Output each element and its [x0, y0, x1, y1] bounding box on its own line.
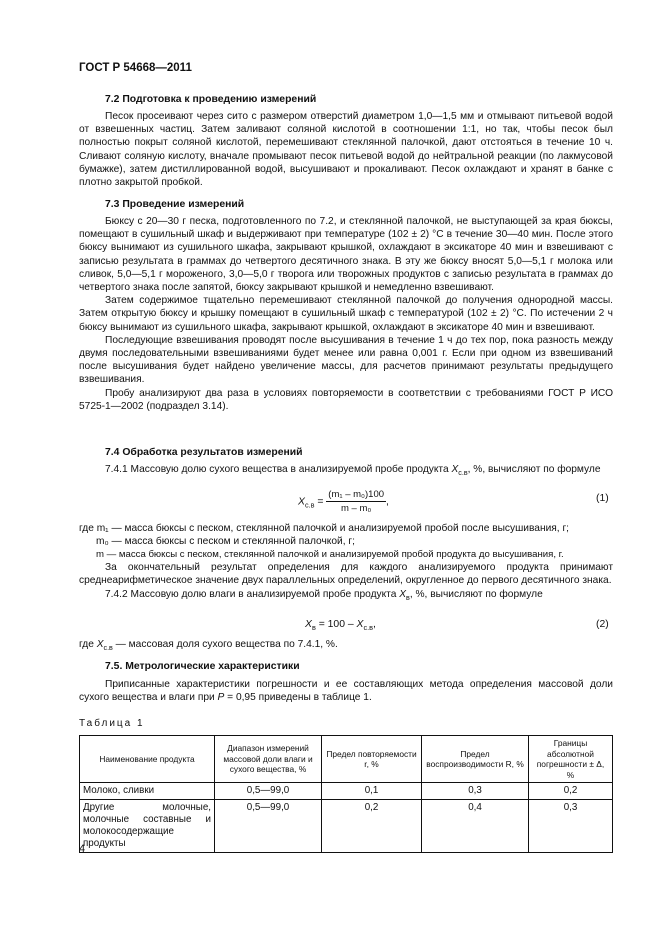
table-cell: 0,4 [422, 800, 529, 853]
formula-2-number: (2) [596, 619, 609, 630]
header-cell: Предел воспроизводимости R, % [422, 736, 529, 783]
paragraph: 7.4.2 Массовую долю влаги в анализируемой пробе продукта $X_в$, %, вычисляют по формуле [105, 589, 543, 603]
section-7-5-body [79, 678, 613, 704]
page-number: 4 [79, 843, 86, 855]
formula-1-number: (1) [596, 493, 609, 504]
section-7-2-title: 7.2 Подготовка к проведению измерений [105, 94, 317, 105]
document-code: ГОСТ Р 54668—2011 [79, 62, 192, 74]
table-cell: Другие молочные, молочные составные и молокосодержащие продукты [80, 800, 215, 853]
paragraph: 7.4.1 Массовую долю сухого вещества в анализируемой пробе продукта $X_{с.в}$, %, вычисляют по формуле [105, 464, 601, 478]
table-row [80, 783, 613, 800]
section-7-4-body [79, 561, 613, 606]
paragraph: Песок просеивают через сито с размером отверстий диаметром 1,0—1,5 мм и отмывают питьевой водой от взвешенных частиц. Затем заливают соляной кислотой в соотношении 1:1, но так, чтобы песок был полностью покрыт соляной кислотой, перемешивают стеклянной палочкой, дают отстояться в течение 10 ч. Сливают соляную кислоту, вначале промывают песок питьевой водой до нейтральной реакции (по лакмусовой бумажке), затем дистиллированной водой, высушивают и прокаливают. Песок охлаждают и хранят в банке с плотно закрытой пробкой. [79, 111, 613, 189]
header-cell: Границы абсолютной погрешности ± Δ, % [529, 736, 613, 783]
table-cell: 0,2 [322, 800, 422, 853]
table-cell: 0,5—99,0 [215, 800, 322, 853]
where-xsv: где $X_{с.в}$ — массовая доля сухого вещества по 7.4.1, %. [79, 639, 338, 653]
table-header-row [80, 736, 613, 783]
paragraph: Пробу анализируют два раза в условиях повторяемости в соответствии с требованиями ГОСТ Р ИСО 5725-1—2002 (подраздел 3.14). [79, 387, 613, 412]
table-row [80, 800, 613, 853]
formula-1-fraction: $\frac{\text{(m₁ – m₀)100}}{\text{m – m₀}}$ [328, 489, 385, 514]
table-cell: 0,2 [529, 783, 613, 800]
formula-2: $X_в = 100 - X_{с.в}$, [305, 619, 376, 633]
section-7-3-body [79, 215, 613, 413]
paragraph: За окончательный результат определения для каждого анализируемого продукта принимают среднеарифметическое значение двух параллельных определений, округленное до первого десятичного знака. [79, 562, 613, 587]
section-7-3-title: 7.3 Проведение измерений [105, 199, 245, 210]
where-m1: где m₁ — масса бюксы с песком, стеклянной палочкой и анализируемой пробой после высушивания, г; [79, 523, 569, 534]
table-cell: 0,3 [422, 783, 529, 800]
section-7-4-title: 7.4 Обработка результатов измерений [105, 447, 303, 458]
table-cell: 0,5—99,0 [215, 783, 322, 800]
where-m0: m₀ — масса бюксы с песком и стеклянной палочкой, г; [96, 536, 355, 547]
paragraph: Последующие взвешивания проводят после высушивания в течение 1 ч до тех пор, пока разность между двумя последовательными взвешиваниями будет менее или равна 0,001 г. Если при одном из взвешиваний после высушивания будет найдено увеличение массы, для расчетов принимают результаты предыдущего взвешивания. [79, 334, 613, 386]
section-7-5-title: 7.5. Метрологические характеристики [105, 661, 300, 672]
table-cell: 0,1 [322, 783, 422, 800]
section-7-2-body [79, 110, 613, 189]
header-cell: Предел повторяемости r, % [322, 736, 422, 783]
section-7-4-1-intro [79, 463, 613, 480]
formula-1: $X_{с.в}$ = $\frac{\text{(m₁ – m₀)100}}{\text{m – m₀}}$ , [298, 489, 389, 514]
paragraph: Бюксу с 20—30 г песка, подготовленного по 7.2, и стеклянной палочкой, не выступающей за края бюксы, помещают в сушильный шкаф и выдерживают при температуре (102 ± 2) °С в течение 30—40 мин. После этого бюксу вынимают из сушильного шкафа, закрывают крышкой, охлаждают в эксикаторе 40 мин и взвешивают с записью результата в граммах до четвертого десятичного знака. В эту же бюксу вносят 5,0—5,1 г молока или сливок, 5,0—5,1 г мороженого, 3,0—5,0 г творога или творожных продуктов с записью результата в граммах до четвертого знака после запятой, бюксу закрывают крышкой и немедленно взвешивают. [79, 216, 613, 294]
where-m: m — масса бюксы с песком, стеклянной палочкой и анализируемой пробой продукта до высушивания, г. [96, 549, 564, 560]
table-cell: Молоко, сливки [80, 783, 215, 800]
paragraph: Затем содержимое тщательно перемешивают стеклянной палочкой до получения однородной массы. Затем открытую бюксу и крышку помещают в сушильный шкаф с температурой (102 ± 2) °С. По истечении 2 ч бюксу вынимают из сушильного шкафа, закрывают крышкой, охлаждают в эксикаторе 40 мин и взвешивают. [79, 295, 613, 333]
table-cell: 0,3 [529, 800, 613, 853]
header-cell: Диапазон измерений массовой доли влаги и сухого вещества, % [215, 736, 322, 783]
header-cell: Наименование продукта [80, 736, 215, 783]
table-caption: Таблица 1 [79, 718, 145, 729]
paragraph: Приписанные характеристики погрешности и ее составляющих метода определения массовой доли сухого вещества и влаги при P = 0,95 приведены в таблице 1. [79, 679, 613, 704]
table-1 [79, 735, 613, 853]
